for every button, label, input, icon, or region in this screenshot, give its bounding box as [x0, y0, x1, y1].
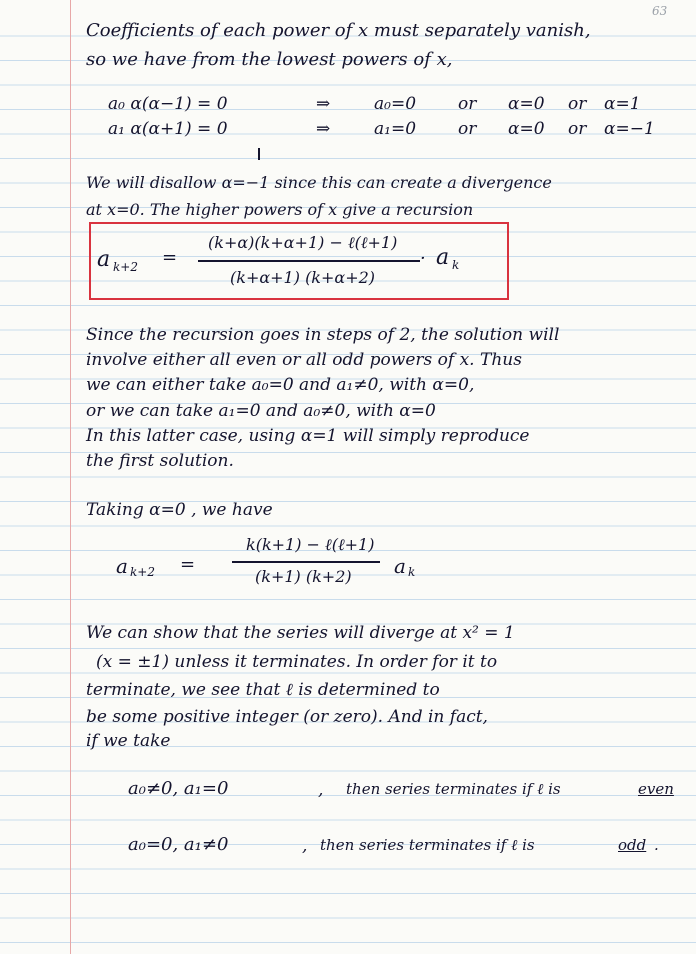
recursion-rhs-subscript: k: [452, 258, 460, 272]
text-line: Since the recursion goes in steps of 2, the solution will: [86, 325, 560, 345]
equation-result: a₀=0: [374, 94, 417, 114]
case-text: then series terminates if ℓ is: [346, 780, 561, 798]
recursion2-lhs-subscript: k+2: [130, 565, 155, 579]
text-line: or we can take a₁=0 and a₀≠0, with α=0: [86, 401, 436, 421]
text-line: We will disallow α=−1 since this can create a divergence: [86, 173, 552, 192]
case-parity: even: [638, 780, 674, 798]
text-line: In this latter case, using α=1 will simply reproduce: [86, 426, 530, 446]
case-parity: odd: [618, 836, 647, 854]
text-line: so we have from the lowest powers of x,: [86, 49, 453, 70]
or-word: or: [568, 94, 587, 114]
implies-arrow: ⇒: [316, 119, 331, 139]
fraction-bar: [232, 561, 380, 563]
recursion-numerator: (k+α)(k+α+1) − ℓ(ℓ+1): [208, 233, 398, 252]
equation-lhs: a₀ α(α−1) = 0: [108, 94, 228, 114]
equation-lhs: a₁ α(α+1) = 0: [108, 119, 228, 139]
text-line: if we take: [86, 731, 171, 751]
case-end: .: [654, 836, 659, 854]
recursion-rhs: a: [436, 245, 450, 270]
case-condition: a₀≠0, a₁=0: [128, 778, 229, 799]
equals-sign: =: [180, 554, 196, 575]
page-number: 63: [652, 4, 668, 18]
equation-result: a₁=0: [374, 119, 417, 139]
fraction-bar: [198, 260, 420, 262]
recursion2-rhs-subscript: k: [408, 565, 416, 579]
multiply-dot: ·: [420, 248, 426, 269]
equals-sign: =: [162, 247, 178, 268]
or-word: or: [568, 119, 587, 139]
equation-option: α=1: [604, 94, 641, 114]
text-line: involve either all even or all odd powers of x. Thus: [86, 350, 522, 370]
case-condition: a₀=0, a₁≠0: [128, 834, 229, 855]
recursion-lhs: a: [97, 247, 111, 272]
text-line: Taking α=0 , we have: [86, 500, 273, 520]
or-word: or: [458, 119, 477, 139]
pen-mark: [258, 148, 260, 160]
text-line: (x = ±1) unless it terminates. In order for it to: [96, 652, 498, 672]
text-line: at x=0. The higher powers of x give a recursion: [86, 200, 474, 219]
text-line: the first solution.: [86, 451, 234, 471]
case-comma: ,: [318, 780, 324, 800]
recursion2-denominator: (k+1) (k+2): [255, 567, 352, 586]
margin-line: [70, 0, 71, 954]
text-line: terminate, we see that ℓ is determined to: [86, 680, 440, 700]
recursion2-rhs: a: [394, 554, 406, 578]
equation-option: α=0: [508, 94, 545, 114]
implies-arrow: ⇒: [316, 94, 331, 114]
or-word: or: [458, 94, 477, 114]
case-comma: ,: [302, 836, 308, 856]
recursion2-lhs: a: [116, 554, 128, 578]
equation-option: α=−1: [604, 119, 655, 139]
text-line: we can either take a₀=0 and a₁≠0, with α=0,: [86, 375, 475, 395]
text-line: We can show that the series will diverge at x² = 1: [86, 623, 515, 643]
text-line: Coefficients of each power of x must separately vanish,: [86, 20, 591, 41]
case-text: then series terminates if ℓ is: [320, 836, 535, 854]
recursion-denominator: (k+α+1) (k+α+2): [230, 268, 376, 287]
text-line: be some positive integer (or zero). And in fact,: [86, 707, 488, 727]
equation-option: α=0: [508, 119, 545, 139]
recursion2-numerator: k(k+1) − ℓ(ℓ+1): [246, 535, 375, 554]
recursion-lhs-subscript: k+2: [113, 260, 138, 274]
